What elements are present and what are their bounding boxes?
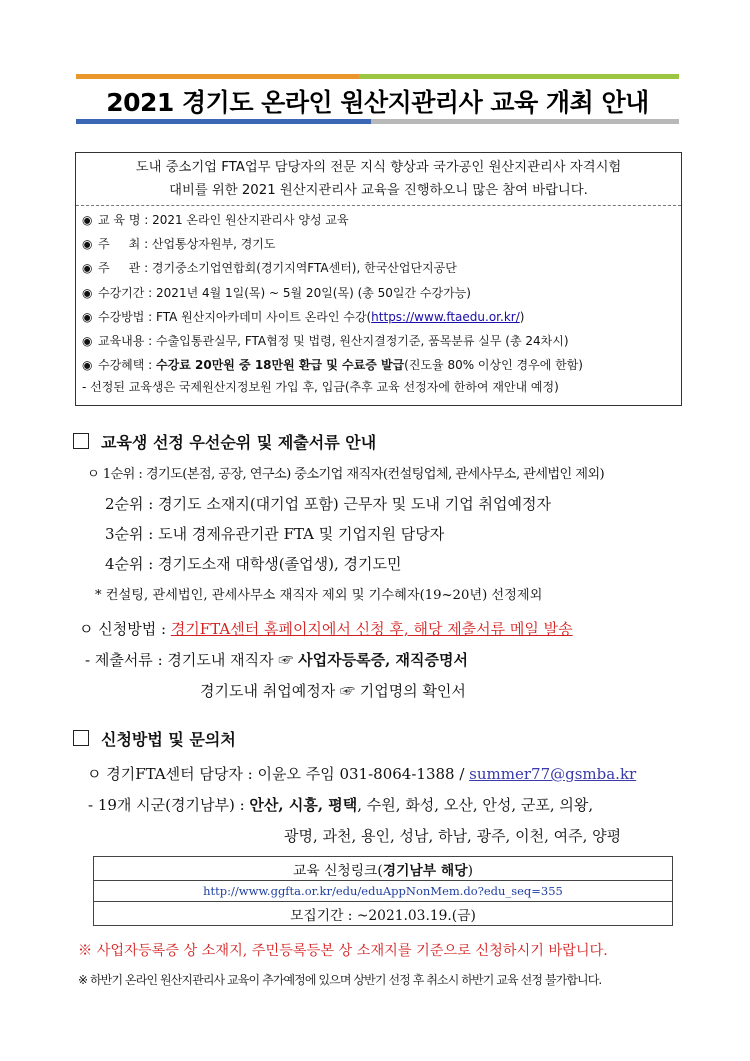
info-item-period [82,281,681,305]
title-top-bar [76,74,679,79]
contact-line [87,763,636,784]
priority-1: ㅇ 1순위 : 경기도(본점, 공장, 연구소) 중소기업 재직자(컨설팅업체, 관세사무소, 관세법인 제외) [87,467,605,482]
info-item-organizer [82,256,681,280]
bullet-icon: ◉ [82,261,93,276]
bullet-icon: ◉ [82,237,93,252]
apply-title-suffix: ) [467,862,473,879]
apply-title-bold: 경기남부 해당 [382,862,468,879]
section1-heading-text: 교육생 선정 우선순위 및 제출서류 안내 [101,433,377,452]
checkbox-square-icon [73,433,89,449]
submit-docs-prefix: - 제출서류 : 경기도내 재직자 ☞ [85,651,299,669]
region-bold: 안산, 시흥, 평택 [249,796,358,814]
exclusion-note: * 컨설팅, 관세법인, 관세사무소 재직자 제외 및 기수혜자(19~20년) 선정제외 [95,588,543,603]
bullet-icon: ◉ [82,334,93,349]
content-text: 교육내용 : 수출입통관실무, FTA협정 및 법령, 원산지결정기준, 품목분류 실무 (총 24차시) [98,334,569,349]
region-prefix: - 19개 시군(경기남부) : [88,796,250,814]
section2-heading-text: 신청방법 및 문의처 [101,730,236,749]
submit-docs [85,649,468,670]
apply-method-prefix: ㅇ 신청방법 : [79,620,171,638]
apply-method-detail: 경기FTA센터 홈페이지에서 신청 후, 해당 제출서류 메일 발송 [170,620,573,638]
info-text: 주 관 : 경기중소기업연합회(경기지역FTA센터), 한국산업단지공단 [98,261,457,276]
info-item-name [82,208,681,232]
info-box [75,152,682,406]
bullet-icon: ◉ [82,285,93,300]
intro-line-1: 도내 중소기업 FTA업무 담당자의 전문 지식 향상과 국가공인 원산지관리사 자격시험 [135,160,622,175]
intro-line-2: 대비를 위한 2021 원산지관리사 교육을 진행하오니 많은 참여 바랍니다. [169,183,588,198]
bullet-icon: ◉ [82,358,93,373]
region-line [88,794,593,815]
info-text: 주 최 : 산업통상자원부, 경기도 [98,237,276,252]
section-heading-contact [73,727,236,750]
recruit-period: 모집기간 : ~2021.03.19.(금) [94,902,673,926]
priority-3: 3순위 : 도내 경제유관기관 FTA 및 기업지원 담당자 [105,525,445,543]
bullet-icon: ◉ [82,213,93,227]
selection-note: - 선정된 교육생은 국제원산지정보원 가입 후, 입금(추후 교육 선정자에 한하여 재안내 예정) [82,380,559,395]
checkbox-square-icon [73,730,89,746]
info-item-content [82,329,681,353]
info-text: 수강기간 : 2021년 4월 1일(목) ~ 5월 20일(목) (총 50일간 수강가능) [98,285,471,300]
apply-table-title [94,857,673,881]
apply-title-prefix: 교육 신청링크( [293,862,383,879]
submit-docs-bold: 사업자등록증, 재직증명서 [298,651,468,669]
section-heading-priority [73,430,376,453]
submit-docs-2: 경기도내 취업예정자 ☞ 기업명의 확인서 [200,682,466,700]
benefit-prefix: 수강혜택 : [98,358,157,373]
apply-link[interactable]: http://www.ggfta.or.kr/edu/eduAppNonMem.do?edu_seq=355 [94,881,673,902]
info-list [76,206,681,377]
title-banner [76,74,679,124]
title-bottom-bar [76,119,679,124]
method-suffix: ) [519,309,525,324]
page-title: 2021 경기도 온라인 원산지관리사 교육 개최 안내 [106,88,649,117]
priority-4: 4순위 : 경기도소재 대학생(졸업생), 경기도민 [105,555,402,573]
benefit-highlight: 수강료 20만원 중 18만원 환급 및 수료증 발급 [156,358,405,373]
apply-table [93,856,673,926]
footer-note-2: ※ 하반기 온라인 원산지관리사 교육이 추가예정에 있으며 상반기 선정 후 취소시 하반기 교육 선정 불가합니다. [78,973,602,987]
contact-email[interactable]: summer77@gsmba.kr [469,765,637,783]
info-item-host [82,232,681,256]
priority-2: 2순위 : 경기도 소재지(대기업 포함) 근무자 및 도내 기업 취업예정자 [105,495,551,513]
region-line-2: 광명, 과천, 용인, 성남, 하남, 광주, 이천, 여주, 양평 [284,827,622,845]
method-prefix: 수강방법 : FTA 원산지아카데미 사이트 온라인 수강( [98,309,372,324]
bullet-icon: ◉ [82,309,93,324]
footer-note-1: ※ 사업자등록증 상 소재지, 주민등록등본 상 소재지를 기준으로 신청하시기 바랍니다. [78,943,608,959]
benefit-suffix: (진도율 80% 이상인 경우에 한함) [404,358,583,373]
apply-method [79,618,573,639]
info-item-method [82,305,681,329]
info-item-benefit [82,353,681,377]
intro-text [76,153,681,206]
contact-prefix: ㅇ 경기FTA센터 담당자 : 이윤오 주임 031-8064-1388 / [87,765,470,783]
region-rest: , 수원, 화성, 오산, 안성, 군포, 의왕, [357,796,594,814]
academy-link[interactable]: https://www.ftaedu.or.kr/ [371,309,520,324]
info-text: 교 육 명 : 2021 온라인 원산지관리사 양성 교육 [98,213,349,227]
